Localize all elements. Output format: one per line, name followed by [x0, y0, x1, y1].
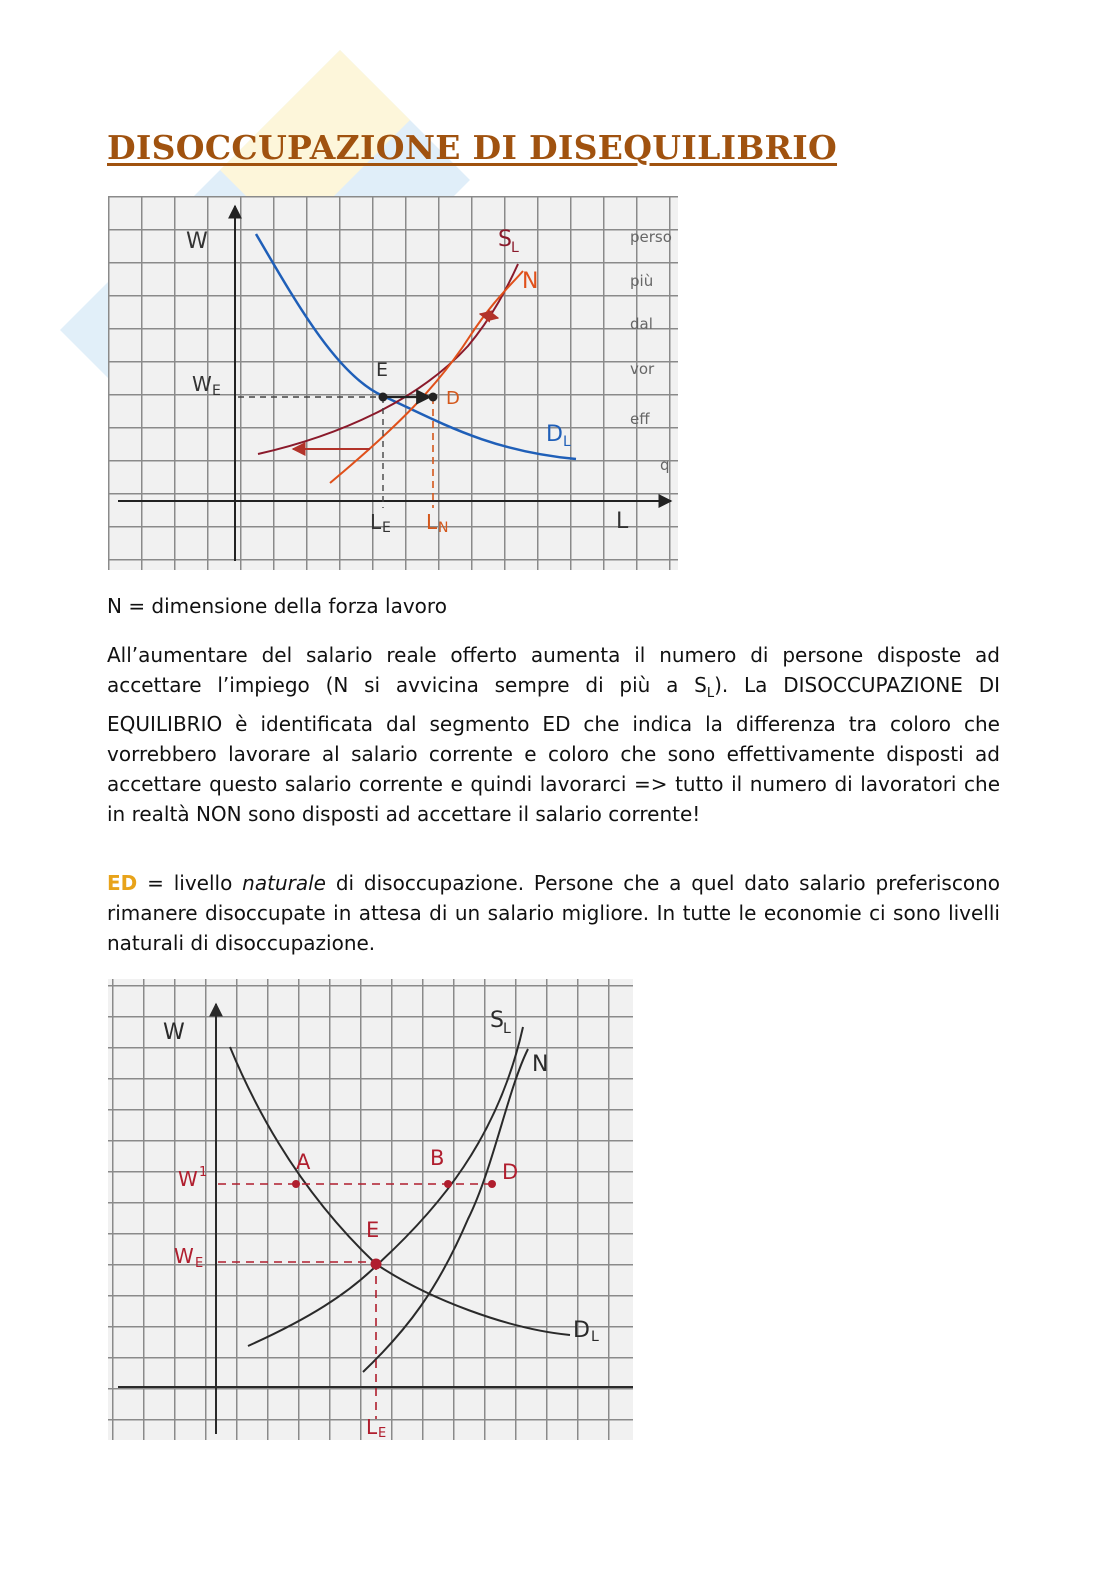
y-axis-label: W	[163, 1020, 185, 1045]
w1-label: W	[178, 1167, 198, 1191]
we-label-sub: E	[195, 1256, 204, 1271]
point-d-dot	[488, 1180, 496, 1188]
point-e-dot	[371, 1259, 382, 1270]
point-d-label: D	[502, 1160, 519, 1184]
margin-note: q	[660, 456, 670, 474]
w1-label-sup: 1	[199, 1165, 208, 1180]
we-label: W	[174, 1244, 194, 1268]
ln-label: L	[426, 510, 438, 534]
margin-note: più	[630, 272, 654, 290]
labour-force-label: N	[522, 269, 539, 294]
demand-curve-label-sub: L	[591, 1329, 599, 1345]
margin-note: eff	[630, 410, 650, 428]
point-e-label: E	[376, 359, 389, 381]
paragraph-1: All’aumentare del salario reale offerto aumenta il numero di persone disposte ad accettare l’impiego (N si avvicina sempre di più a $S_L$). La DISOCCUPAZIONE DI EQUILIBRIO è identificata dal segmento ED che indica la differenza tra coloro che vorrebbero lavorare al salario corrente e coloro che sono effettivamente disposti ad accettare questo salario corrente e quindi lavorarci => tutto il numero di lavoratori che in realtà NON sono disposti ad accettare il salario corrente!	[107, 643, 1000, 826]
point-a-dot	[292, 1180, 300, 1188]
paragraph-2: ED = livello naturale di disoccupazione. Persone che a quel dato salario preferiscono rimanere disoccupate in attesa di un salario migliore. In tutte le economie ci sono livelli naturali di disoccupazione.	[107, 871, 1000, 955]
margin-note: dal	[630, 315, 653, 333]
supply-curve-label-sub: L	[503, 1021, 511, 1037]
margin-note: perso	[630, 228, 672, 246]
demand-curve-label: D	[573, 1318, 590, 1343]
point-d-dot	[429, 393, 438, 402]
point-d-label: D	[446, 388, 460, 409]
le-label-sub: E	[382, 520, 391, 536]
point-a-label: A	[296, 1150, 311, 1174]
supply-curve-label: S	[490, 1008, 504, 1033]
demand-curve-label: D	[546, 422, 563, 447]
ln-label-sub: N	[438, 520, 449, 536]
caption: N = dimensione della forza lavoro	[107, 594, 447, 618]
point-e-dot	[379, 393, 388, 402]
point-b-label: B	[430, 1146, 445, 1170]
labour-force-curve	[363, 1049, 528, 1372]
we-label: W	[192, 372, 212, 396]
point-b-dot	[444, 1180, 452, 1188]
supply-curve-label-sub: L	[511, 240, 519, 256]
demand-curve	[256, 234, 576, 459]
le-label: L	[370, 510, 382, 534]
labour-force-curve	[330, 271, 523, 483]
ed-highlight: ED	[107, 871, 138, 895]
demand-curve	[230, 1047, 570, 1335]
labour-market-graph-1	[108, 196, 678, 570]
we-label-sub: E	[212, 383, 221, 399]
supply-curve-label: S	[498, 227, 512, 252]
x-axis-label: L	[616, 509, 629, 534]
labour-force-label: N	[532, 1052, 549, 1077]
page-title: DISOCCUPAZIONE DI DISEQUILIBRIO	[107, 128, 838, 167]
point-e-label: E	[366, 1218, 380, 1242]
demand-curve-label-sub: L	[563, 434, 571, 450]
labour-market-graph-2	[108, 979, 633, 1440]
y-axis-label: W	[186, 229, 208, 254]
le-label-sub: E	[378, 1426, 387, 1440]
le-label: L	[366, 1415, 378, 1439]
margin-note: vor	[630, 360, 655, 378]
